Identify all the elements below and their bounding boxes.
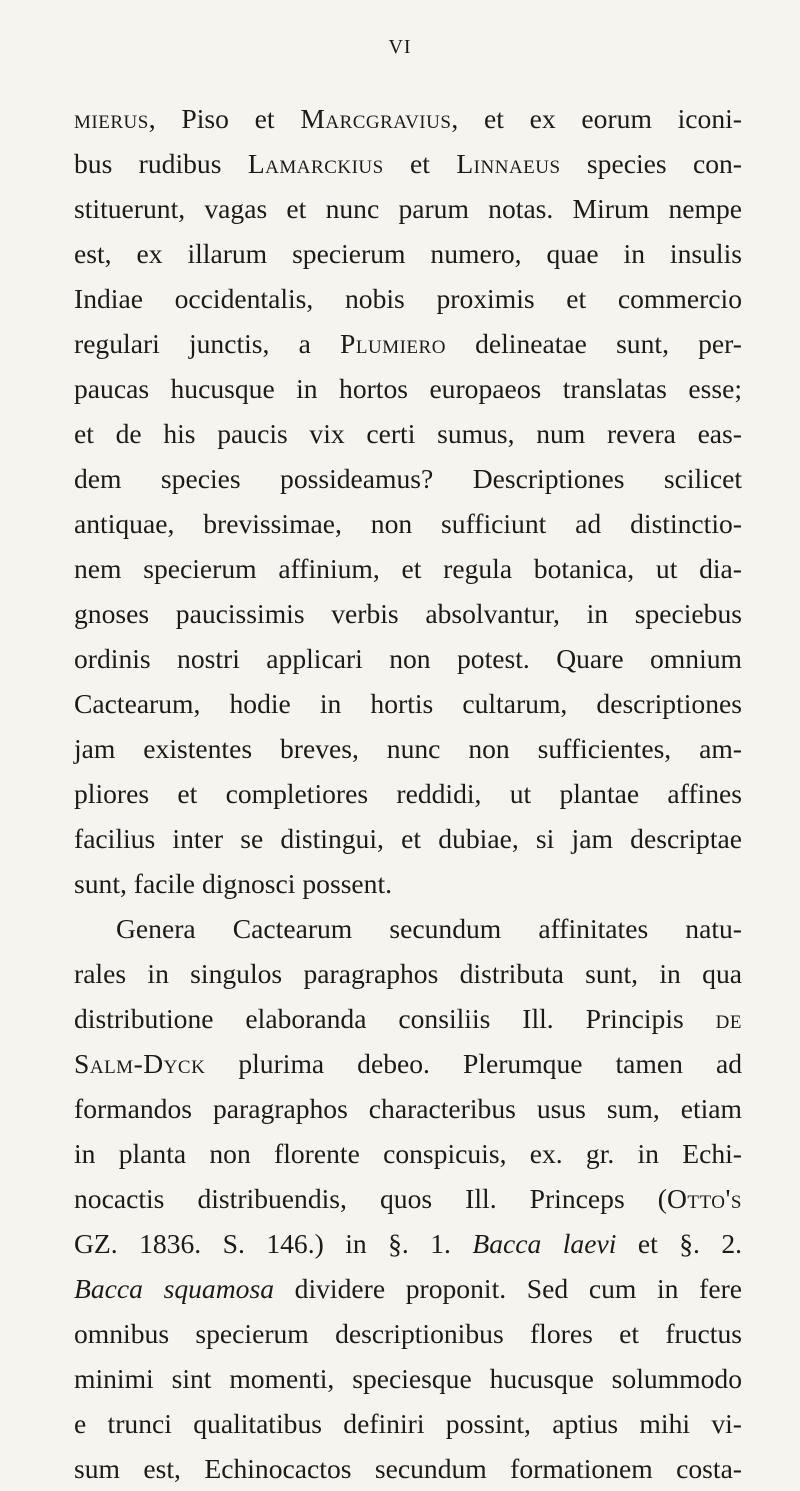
term-bacca-squamosa: Bacca squamosa [74, 1273, 274, 1304]
text-line-7: paucas hucusque in hortos europaeos translatas esse; [74, 373, 742, 404]
text-line-6 [74, 321, 742, 366]
term-bacca-laevi: Bacca laevi [472, 1228, 617, 1259]
text-span: , Piso et [148, 103, 301, 134]
author-linnaeus: Linnaeus [456, 148, 561, 179]
text-line-26 [74, 1221, 742, 1266]
text-line-29: minimi sint momenti, speciesque hucusque solummodo [74, 1363, 742, 1394]
text-line-11: nem specierum affinium, et regula botanica, ut dia- [74, 553, 742, 584]
text-line-1 [74, 96, 742, 141]
text-span: et [383, 148, 457, 179]
text-line-20: rales in singulos paragraphos distributa sunt, in qua [74, 958, 742, 989]
text-span: et §. 2. [616, 1228, 743, 1259]
text-span: , et ex eorum iconi- [451, 103, 742, 134]
text-line-14: Cactearum, hodie in hortis cultarum, descriptiones [74, 688, 742, 719]
text-line-4: est, ex illarum specierum numero, quae in insulis [74, 238, 742, 269]
text-line-28: omnibus specierum descriptionibus flores et fructus [74, 1318, 742, 1349]
author-plumiero: Plumiero [340, 328, 446, 359]
text-line-23: formandos paragraphos characteribus usus sum, etiam [74, 1093, 742, 1124]
text-line-3: stituerunt, vagas et nunc parum notas. Mirum nempe [74, 193, 742, 224]
text-line-24: in planta non florente conspicuis, ex. gr. in Echi- [74, 1138, 742, 1169]
text-line-30: e trunci qualitatibus definiri possint, aptius mihi vi- [74, 1408, 742, 1439]
text-line-15: jam existentes breves, nunc non sufficientes, am- [74, 733, 742, 764]
text-line-12: gnoses paucissimis verbis absolvantur, in speciebus [74, 598, 742, 629]
text-span: GZ. 1836. S. 146.) in §. 1. [74, 1228, 473, 1259]
text-line-9: dem species possideamus? Descriptiones scilicet [74, 463, 742, 494]
text-span: nocactis distribuendis, quos Ill. Princeps ( [74, 1183, 667, 1214]
text-line-17: facilius inter se distingui, et dubiae, si jam descriptae [74, 823, 742, 854]
page-number: VI [388, 36, 412, 58]
text-line-13: ordinis nostri applicari non potest. Quare omnium [74, 643, 742, 674]
text-span: distributione elaboranda consiliis Ill. Principis [74, 1003, 716, 1034]
text-span: delineatae sunt, per- [445, 328, 742, 359]
text-line-22 [74, 1041, 742, 1086]
particle-de: de [715, 1003, 742, 1034]
text-span: plurima debeo. Plerumque tamen ad [205, 1048, 742, 1079]
author-marcgravius: Marcgravius [300, 103, 452, 134]
text-line-8: et de his paucis vix certi sumus, num revera eas- [74, 418, 742, 449]
text-span: species con- [560, 148, 742, 179]
text-line-27 [74, 1266, 742, 1311]
body-text [74, 96, 742, 1491]
text-line-5: Indiae occidentalis, nobis proximis et commercio [74, 283, 742, 314]
author-mierus: mierus [74, 103, 149, 134]
text-line-2 [74, 141, 742, 186]
text-span: dividere proponit. Sed cum in fere [274, 1273, 743, 1304]
text-line-16: pliores et completiores reddidi, ut plantae affines [74, 778, 742, 809]
text-line-18: sunt, facile dignosci possent. [74, 868, 393, 899]
text-line-21 [74, 996, 742, 1041]
author-otto: Otto's [666, 1183, 742, 1214]
text-line-19: Genera Cactearum secundum affinitates natu- [116, 913, 742, 944]
text-line-10: antiquae, brevissimae, non sufficiunt ad distinctio- [74, 508, 742, 539]
author-salm-dyck: Salm-Dyck [74, 1048, 206, 1079]
text-span: regulari junctis, a [74, 328, 341, 359]
text-span: bus rudibus [74, 148, 248, 179]
text-line-25 [74, 1176, 742, 1221]
author-lamarckius: Lamarckius [247, 148, 384, 179]
text-line-31: sum est, Echinocactos secundum formationem costa- [74, 1453, 742, 1484]
